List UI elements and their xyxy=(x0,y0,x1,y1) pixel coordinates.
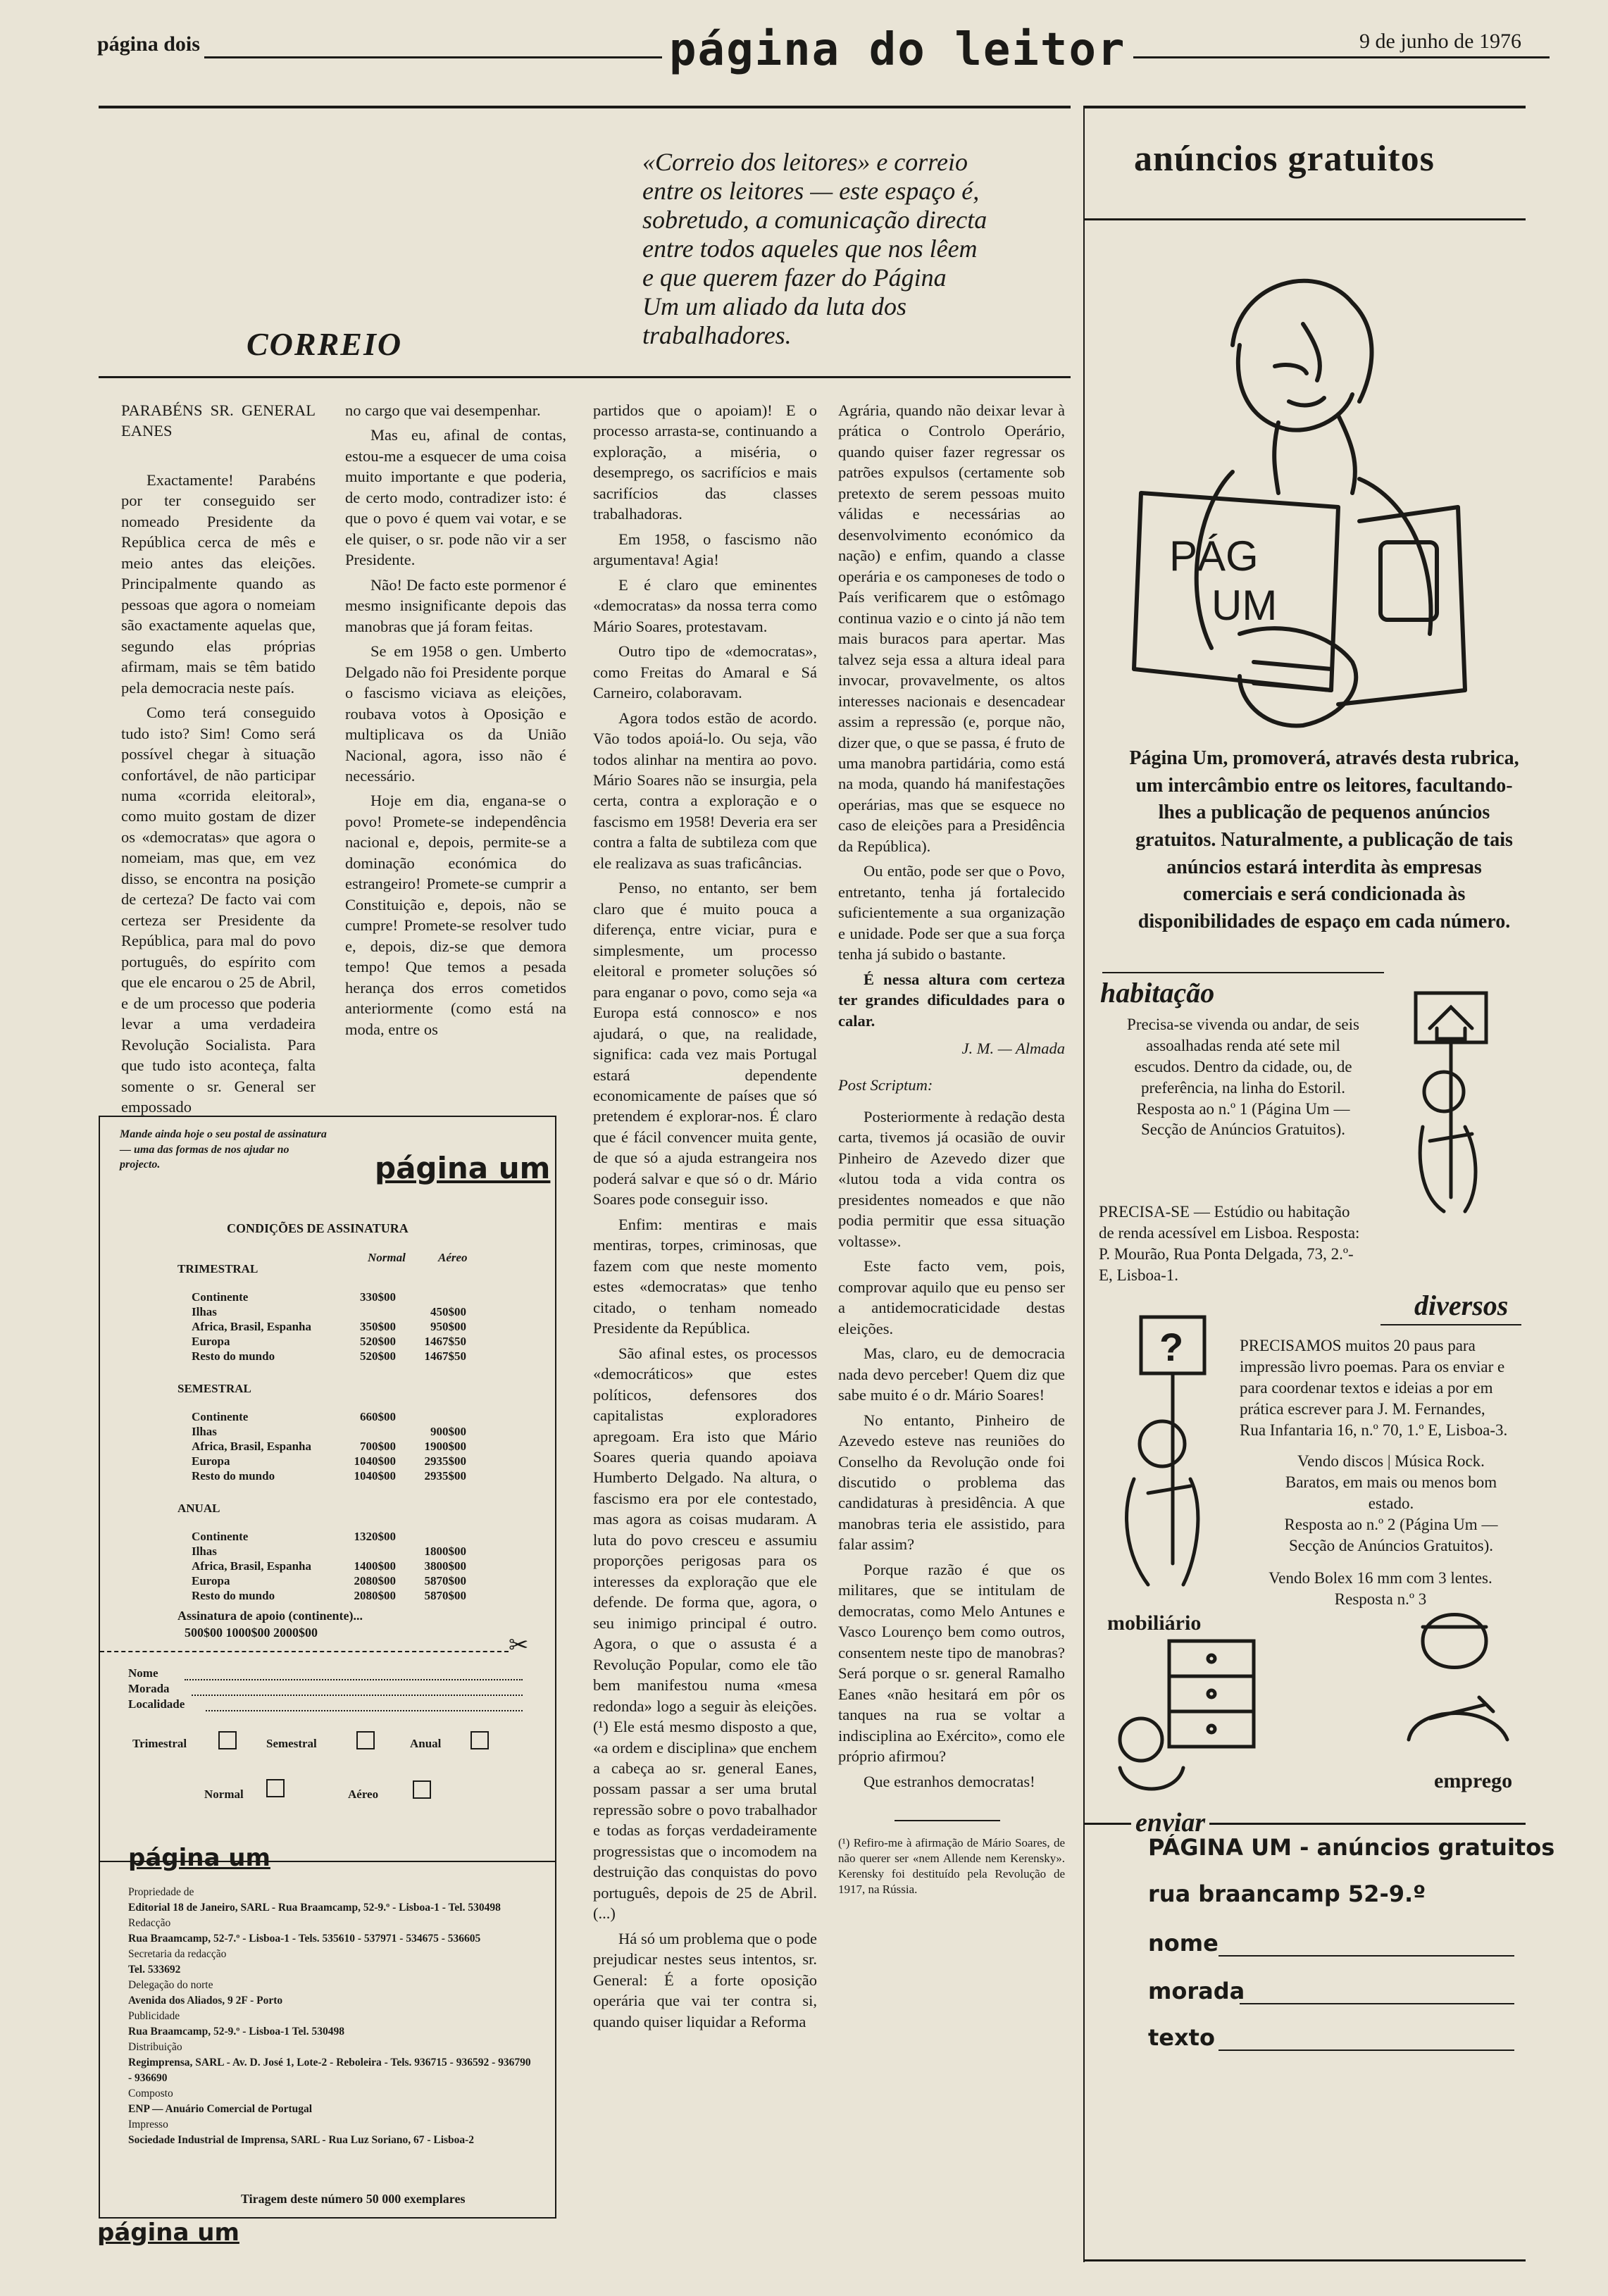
diversos-title: diversos xyxy=(1414,1290,1509,1321)
post-scriptum-label: Post Scriptum: xyxy=(838,1075,933,1094)
subscription-section-title: ANUAL xyxy=(177,1502,220,1515)
envio-morada-field[interactable] xyxy=(1240,2003,1514,2004)
header-rule xyxy=(99,106,1071,108)
subscription-cell-label: Resto do mundo xyxy=(192,1469,275,1483)
house-sign-illustration xyxy=(1402,986,1514,1218)
diversos-rule xyxy=(1380,1324,1521,1325)
colophon-line: Propriedade de xyxy=(128,1886,194,1898)
envio-texto-label: texto xyxy=(1148,2024,1215,2051)
letter-column-2: no cargo que vai desempenhar. Mas eu, afinal de contas, estou-me a esquecer de uma coisa muito importante e que poderia, de certo modo, contradizer isto: é que o povo é quem vai votar, e se ele quiser, o sr. pode não vir a ser Presidente. Não! De facto este pormenor é mesmo insignificante depois das manobras que já foram feitas. Se em 1958 o gen. Umberto Delgado não foi Presidente porque o fascismo viciava as eleições, roubava votos à Oposição e multiplicava os da União Nacional, agora, isso não é necessário. Hoje em dia, engana-se o povo! Promete-se independência nacional e, depois, permite-se a dominação económica do estrangeiro! Promete-se cumprir a Constituição e, depois, não se cumpre! Promete-se resolver tudo e, depois, diz-se que demora tempo! Que temos a pesada herança dos erros cometidos anteriormente (como está na moda, entre os xyxy=(345,401,566,1038)
masthead-rule-left xyxy=(204,56,669,58)
colophon-line: Distribuição xyxy=(128,2041,182,2053)
subscription-cell-normal: 700$00 xyxy=(360,1440,396,1453)
subscription-cell-aereo: 450$00 xyxy=(430,1305,466,1318)
masthead-rule-right xyxy=(1127,56,1550,58)
subscription-section-title: TRIMESTRAL xyxy=(177,1262,258,1275)
option-trimestral-checkbox[interactable] xyxy=(218,1731,237,1749)
habitacao-ad-2: PRECISA-SE — Estúdio ou habitação de renda acessível em Lisboa. Resposta: P. Mourão, Rua Ponta Delgada, 73, 2.º-E, Lisboa-1. xyxy=(1099,1203,1360,1284)
envio-nome-field[interactable] xyxy=(1219,1955,1514,1957)
illustration-sign-2: UM xyxy=(1211,582,1278,629)
colophon-line: Avenida dos Aliados, 9 2F - Porto xyxy=(128,1995,283,2007)
habitacao-rule xyxy=(1102,972,1384,973)
subscription-cell-label: Europa xyxy=(192,1335,230,1348)
subscription-cell-aereo: 5870$00 xyxy=(424,1589,466,1602)
reader-illustration xyxy=(1127,239,1493,732)
option-anual-label: Anual xyxy=(410,1737,442,1750)
support-label: Assinatura de apoio (continente)... xyxy=(177,1609,363,1623)
subscription-cell-normal: 1040$00 xyxy=(354,1469,396,1483)
subscription-cell-aereo: 2935$00 xyxy=(424,1454,466,1468)
subscription-cell-aereo: 2935$00 xyxy=(424,1469,466,1483)
colophon-line: ENP — Anuário Comercial de Portugal xyxy=(128,2103,313,2115)
subscription-logo: página um xyxy=(375,1151,551,1185)
form-nome-label: Nome xyxy=(128,1666,158,1680)
envio-texto-field[interactable] xyxy=(1219,2049,1514,2051)
letter-signature: J. M. — Almada xyxy=(961,1040,1065,1058)
subscription-cell-label: Europa xyxy=(192,1574,230,1587)
habitacao-title: habitação xyxy=(1100,977,1215,1009)
furniture-illustration xyxy=(1106,1634,1268,1803)
subscription-cell-label: Ilhas xyxy=(192,1545,217,1558)
option-aereo-checkbox[interactable] xyxy=(413,1780,431,1799)
diversos-ad-3: Vendo Bolex 16 mm com 3 lentes. Resposta n.º 3 xyxy=(1269,1569,1492,1608)
envio-nome-label: nome xyxy=(1148,1930,1219,1957)
diversos-ad-1: PRECISAMOS muitos 20 paus para impressão livro poemas. Para os enviar e para coordenar textos e ideias a por em prática escrever para J. M. Fernandes, Rua Infantaria 16, n.º 70, 1.º E, Lisboa-3. xyxy=(1240,1337,1508,1439)
colophon-lines xyxy=(128,1885,537,2148)
colophon-line: Tel. 533692 xyxy=(128,1964,181,1976)
anuncios-bottom-rule xyxy=(1083,2259,1526,2261)
section-label: página dois xyxy=(97,32,200,56)
worker-illustration xyxy=(1402,1599,1514,1768)
intro-text: «Correio dos leitores» e correio entre os leitores — este espaço é, sobretudo, a comunicação directa entre todos aqueles que nos lêem e que querem fazer do Página Um um aliado da luta dos trabalhadores. xyxy=(642,148,987,350)
conditions-title: CONDIÇÕES DE ASSINATURA xyxy=(227,1221,409,1235)
anuncios-title: anúncios gratuitos xyxy=(1134,139,1435,179)
subscription-cell-label: Resto do mundo xyxy=(192,1589,275,1602)
colophon-line: Impresso xyxy=(128,2119,168,2130)
subscription-cell-label: Continente xyxy=(192,1290,249,1304)
diversos-ad-2: Vendo discos | Música Rock. Baratos, em mais ou menos bom estado. Resposta ao n.º 2 (Página Um — Secção de Anúncios Gratuitos). xyxy=(1284,1452,1498,1554)
form-morada-label: Morada xyxy=(128,1682,170,1695)
subscription-cell-label: Ilhas xyxy=(192,1305,217,1318)
subscription-cell-aereo: 3800$00 xyxy=(424,1559,466,1573)
option-semestral-label: Semestral xyxy=(266,1737,317,1750)
subscription-cell-normal: 2080$00 xyxy=(354,1589,396,1602)
envio-address-1: PÁGINA UM - anúncios gratuitos xyxy=(1148,1834,1555,1861)
subscription-section-title: SEMESTRAL xyxy=(177,1382,251,1395)
question-sign-text: ? xyxy=(1159,1325,1184,1369)
subscription-cell-label: Africa, Brasil, Espanha xyxy=(192,1559,312,1573)
option-anual-checkbox[interactable] xyxy=(470,1731,489,1749)
bottom-logo: página um xyxy=(97,2219,239,2247)
form-nome-line[interactable] xyxy=(185,1679,523,1680)
cut-line xyxy=(100,1651,509,1652)
illustration-sign-1: PÁG xyxy=(1169,532,1259,580)
subscription-cell-normal: 1400$00 xyxy=(354,1559,396,1573)
letter-column-3: partidos que o apoiam)! E o processo arrasta-se, continuando a exploração, a miséria, o desemprego, os sacrifícios e mais sacrifícios das classes trabalhadoras. Em 1958, o fascismo não argumentava! Agia! E é claro que eminentes «democratas» da nossa terra como Mário Soares, protestavam. Outro tipo de «democratas», como Freitas do Amaral e Sá Carneiro, colaboravam. Agora todos estão de acordo. Vão todos apoiá-lo. Ou seja, vão todos alinhar na mentira ao povo. Mário Soares não se insurgia, pela certa, contra a exploração e o fascismo em 1958! Deveria era ser contra a falta de subtileza com que ele realizava as suas traficâncias. Penso, no entanto, ser bem claro que é muito pouca a diferença, entre viciar, pura e simplesmente, um processo eleitoral e prometer soluções só para enganar o povo, como seja «a Europa está connosco» e nos ajudará, o que, na realidade, significa: cada vez mais Portugal estará dependente economicamente de países que só pretendem é explorar-nos. É claro que é fácil convencer muita gente, de que só a ajuda estrangeira nos poderá salvar e que só o dr. Mário Soares pode conseguir isso. Enfim: mentiras e mais mentiras, torpes, criminosas, que fazem com que neste momento estes «democratas» que tenho citado, o tenham nomeado Presidente da República. São afinal estes, os processos «democráticos» que estes políticos, defensores dos capitalistas exploradores apregoam. Era isto que Mário Soares queria quando apoiava Humberto Delgado. Na altura, o fascismo era por ele contestado, mas agora as coisas mudaram. A luta do povo cresceu e assumiu proporções perigosas para os interesses da exploração que ele defende. De forma que, agora, o seu inimigo principal é outro. Agora, o que o assusta é a Revolução Popular, como ele tão bem manifestou numa «mesa redonda» logo a seguir às eleições. (¹) Ele está mesmo disposto a que, «a ordem e disciplina» que enchem a cabeça ao sr. general Eanes, possam passar a ser uma brutal repressão sobre o povo trabalhador e todas as forças verdadeiramente progressistas que o incomodem na destruição das conquistas do povo português, depois de 25 de Abril. (...) Há só um problema que o pode prejudicar nestes seus intentos, sr. General: É a forte oposição operária que vai ter contra si, quando quiser liquidar a Reforma xyxy=(593,401,818,2030)
envio-address-2: rua braancamp 52-9.º xyxy=(1148,1880,1426,1907)
form-localidade-line[interactable] xyxy=(206,1710,523,1711)
form-localidade-label: Localidade xyxy=(128,1697,185,1711)
option-semestral-checkbox[interactable] xyxy=(356,1731,375,1749)
support-values: 500$00 1000$00 2000$00 xyxy=(185,1626,318,1640)
subscription-cell-label: Ilhas xyxy=(192,1425,217,1438)
tiragem: Tiragem deste número 50 000 exemplares xyxy=(241,2192,466,2206)
form-morada-line[interactable] xyxy=(192,1695,523,1696)
subscription-cell-aereo: 1467$50 xyxy=(424,1349,466,1363)
question-sign-illustration xyxy=(1113,1310,1233,1592)
subscription-cell-normal: 2080$00 xyxy=(354,1574,396,1587)
col-normal-header: Normal xyxy=(368,1251,406,1264)
option-normal-checkbox[interactable] xyxy=(266,1779,285,1797)
subscription-prompt: Mande ainda hoje o seu postal de assinatura — uma das formas de nos ajudar no projecto. xyxy=(120,1128,327,1171)
colophon-line: Composto xyxy=(128,2088,173,2100)
letter-column-4: Agrária, quando não deixar levar à prática o Controlo Operário, quando quiser fazer regressar os patrões expulsos (certamente sob pretexto de serem pessoas muito válidas e necessárias ao desenvolvimento económico da nação) e enfim, quando a classe operária e os camponeses de todo o País verificarem que o estômago continua vazio e o cinto já não tem mais buracos para apertar. Mas talvez seja essa a altura ideal para invocar, provavelmente, os altos interesses nacionais e desencadear assim a repressão (e, porque não, dizer que, o que se passa, é fruto de uma manobra partidária, como está na moda, quando há manifestações operárias, mas que se esquece no caso de eleições para a Presidência da República). Ou então, pode ser que o Povo, entretanto, tenha já fortalecido suficientemente a sua organização e unidade. Pode ser que a sua força tenha já subido o bastante. É nessa altura com certeza ter grandes dificuldades para o calar. J. M. — Almada Post Scriptum: Posteriormente à redação desta carta, tivemos já ocasião de ouvir Pinheiro de Azevedo dizer que «lutou toda a vida contra os presidentes nomeados e que não podia permitir que essa situação voltasse». Este facto vem, pois, comprovar aquilo que eu penso ser a antidemocraticidade destas eleições. Mas, claro, eu de democracia nada devo perceber! Quem diz que sabe muito é o dr. Mário Soares! No entanto, Pinheiro de Azevedo esteve nas reuniões do Conselho da Revolução onde foi discutido o problema das candidaturas à presidência. A que manobras teria ele assistido, para falar assim? Porque razão é que os militares, que se intitulam de democratas, como Melo Antunes e Vasco Lourenço bem como outros, consentem neste tipo de manobras? Será porque o sr. general Ramalho Eanes «não hesitará em pôr os tanques na rua se voltar a indisciplina ao Exército», como ele próprio afirmou? Que estranhos democratas! (¹) Refiro-me à afirmação de Mário Soares, de não querer ser «nem Allende nem Kerensky». Kerensky foi destituído pela Revolução de 1917, na Rússia. xyxy=(838,400,1065,1897)
subscription-cell-normal: 350$00 xyxy=(360,1320,396,1333)
colophon-line: Sociedade Industrial de Imprensa, SARL - Rua Luz Soriano, 67 - Lisboa-2 xyxy=(128,2134,475,2146)
subscription-cell-label: Europa xyxy=(192,1454,230,1468)
page-title: página do leitor xyxy=(662,24,1133,76)
subscription-cell-normal: 330$00 xyxy=(360,1290,396,1304)
subscription-cell-label: Continente xyxy=(192,1530,249,1543)
subscription-cell-label: Resto do mundo xyxy=(192,1349,275,1363)
subscription-cell-normal: 520$00 xyxy=(360,1349,396,1363)
subscription-cell-aereo: 950$00 xyxy=(430,1320,466,1333)
subscription-cell-normal: 1320$00 xyxy=(354,1530,396,1543)
colophon-line: Publicidade xyxy=(128,2010,180,2022)
colophon-line: Rua Braamcamp, 52-7.º - Lisboa-1 - Tels. 535610 - 537971 - 534675 - 536605 xyxy=(128,1933,481,1945)
correio-heading: CORREIO xyxy=(247,326,403,362)
letter-title: PARABÉNS SR. GENERAL EANES xyxy=(121,401,316,440)
subscription-cell-label: Continente xyxy=(192,1410,249,1423)
issue-date: 9 de junho de 1976 xyxy=(1359,30,1521,53)
subscription-cell-label: Africa, Brasil, Espanha xyxy=(192,1440,312,1453)
subscription-box xyxy=(99,1116,556,1862)
subscription-cell-aereo: 900$00 xyxy=(430,1425,466,1438)
col-aereo-header: Aéreo xyxy=(438,1251,468,1264)
emprego-title: emprego xyxy=(1434,1769,1513,1792)
anuncios-intro: Página Um, promoverá, através desta rubrica, um intercâmbio entre os leitores, facultando-lhes a publicação de pequenos anúncios gratuitos. Naturalmente, a publicação de tais anúncios estará interdita às empresas comerciais e será condicionada às disponibilidades de espaço em cada número. xyxy=(1129,747,1519,932)
colophon-box xyxy=(99,1838,556,2219)
option-aereo-label: Aéreo xyxy=(348,1787,379,1801)
colophon-line: Editorial 18 de Janeiro, SARL - Rua Braamcamp, 52-9.º - Lisboa-1 - Tel. 530498 xyxy=(128,1902,501,1914)
letter-column-1: PARABÉNS SR. GENERAL EANES Exactamente! Parabéns por ter conseguido ser nomeado Presidente da República cerca de mês e meio antes das eleições. Principalmente quando as pessoas que agora o nomeiam são exactamente aquelas que, segundo elas próprias afirmam, mais se têm batido pela democracia neste país. Como terá conseguido tudo isto? Sim! Como será possível chegar à situação confortável, de não participar numa «corrida eleitoral», como muito gostam de dizer os «democratas» que agora o nomeiam, mas que, em vez disso, se encontra na posição de certeza? De facto vai com certeza ser Presidente da República, para mal do povo português, do espírito com que ele encarou o 25 de Abril, e de um processo que poderia levar a uma verdadeira Revolução Socialista. Para que tudo isto aconteça, falta somente o sr. General ser empossado xyxy=(121,401,316,1116)
colophon-line: Redacção xyxy=(128,1917,171,1929)
option-trimestral-label: Trimestral xyxy=(132,1737,187,1750)
colophon-line: Secretaria da redacção xyxy=(128,1948,227,1960)
footnote: (¹) Refiro-me à afirmação de Mário Soares, de não querer ser «nem Allende nem Kerensky». Kerensky foi destituído pela Revolução de 1917, na Rússia. xyxy=(838,1836,1065,1897)
anuncios-top-rule xyxy=(1083,106,1526,108)
correio-rule xyxy=(99,376,1071,378)
colophon-line: Rua Braamcamp, 52-9.º - Lisboa-1 Tel. 530498 xyxy=(128,2026,344,2038)
subscription-cell-aereo: 5870$00 xyxy=(424,1574,466,1587)
scissors-icon: ✂ xyxy=(509,1633,529,1659)
subscription-cell-aereo: 1467$50 xyxy=(424,1335,466,1348)
subscription-cell-label: Africa, Brasil, Espanha xyxy=(192,1320,312,1333)
mobiliario-title: mobiliário xyxy=(1107,1611,1202,1635)
subscription-cell-normal: 520$00 xyxy=(360,1335,396,1348)
envio-title: enviar xyxy=(1131,1807,1209,1838)
subscription-cell-normal: 660$00 xyxy=(360,1410,396,1423)
footnote-rule xyxy=(895,1820,1000,1821)
subscription-cell-aereo: 1900$00 xyxy=(424,1440,466,1453)
envio-morada-label: morada xyxy=(1148,1978,1245,2004)
subscription-cell-normal: 1040$00 xyxy=(354,1454,396,1468)
habitacao-ad-1: Precisa-se vivenda ou andar, de seis assoalhadas renda até sete mil escudos. Dentro da cidade, ou, de preferência, na linha do Estoril. Resposta ao n.º 1 (Página Um — Secção de Anúncios Gratuitos). xyxy=(1127,1016,1359,1139)
colophon-line: Delegação do norte xyxy=(128,1979,213,1991)
subscription-cell-aereo: 1800$00 xyxy=(424,1545,466,1558)
option-normal-label: Normal xyxy=(204,1787,244,1801)
colophon-logo: página um xyxy=(128,1844,270,1872)
anuncios-title-rule xyxy=(1083,218,1526,220)
colophon-line: Regimprensa, SARL - Av. D. José 1, Lote-2 - Reboleira - Tels. 936715 - 936592 - 936790 - 936690 xyxy=(128,2057,531,2084)
